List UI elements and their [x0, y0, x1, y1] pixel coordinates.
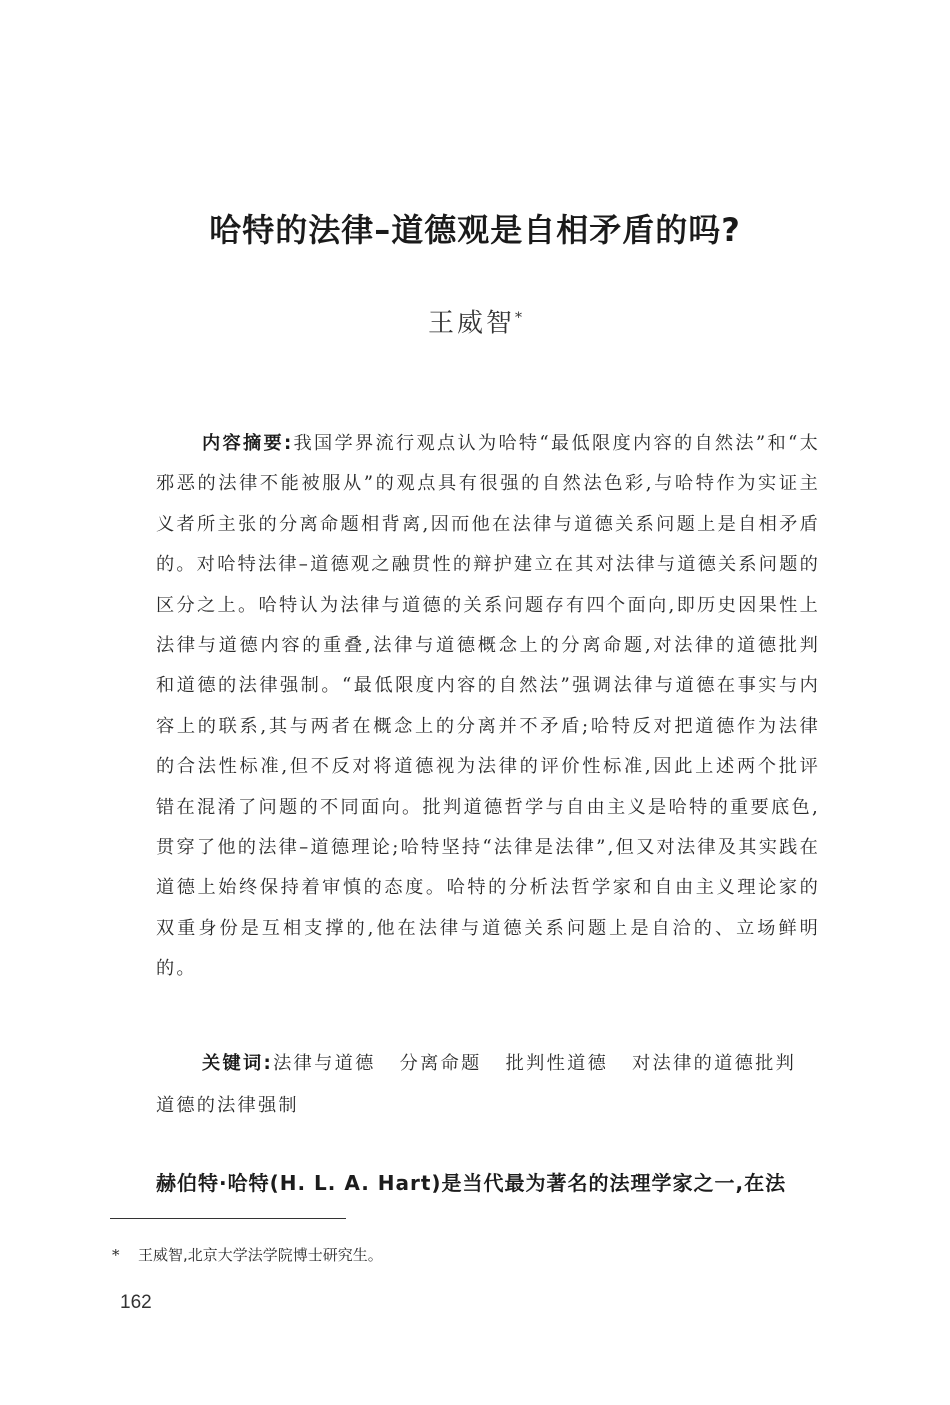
footnote-divider	[110, 1218, 346, 1219]
abstract-label: 内容摘要:	[202, 433, 294, 454]
abstract-text: 我国学界流行观点认为哈特“最低限度内容的自然法”和“太邪恶的法律不能被服从”的观点具有很强的自然法色彩,与哈特作为实证主义者所主张的分离命题相背离,因而他在法律与道德关系问题上是自相矛盾的。对哈特法律–道德观之融贯性的辩护建立在其对法律与道德关系问题的区分之上。哈特认为法律与道德的关系问题存有四个面向,即历史因果性上法律与道德内容的重叠,法律与道德概念上的分离命题,对法律的道德批判和道德的法律强制。“最低限度内容的自然法”强调法律与道德在事实与内容上的联系,其与两者在概念上的分离并不矛盾;哈特反对把道德作为法律的合法性标准,但不反对将道德视为法律的评价性标准,因此上述两个批评错在混淆了问题的不同面向。批判道德哲学与自由主义是哈特的重要底色,贯穿了他的法律–道德理论;哈特坚持“法律是法律”,但又对法律及其实践在道德上始终保持着审慎的态度。哈特的分析法哲学家和自由主义理论家的双重身份是互相支撑的,他在法律与道德关系问题上是自洽的、立场鲜明的。	[156, 433, 820, 980]
keywords-label: 关键词:	[202, 1053, 273, 1074]
keyword-item: 对法律的道德批判	[632, 1053, 796, 1074]
page-number: 162	[120, 1292, 152, 1313]
body-first-line: 赫伯特·哈特(H. L. A. Hart)是当代最为著名的法理学家之一,在法	[156, 1171, 787, 1195]
keyword-item: 法律与道德	[272, 1053, 376, 1074]
keyword-item: 道德的法律强制	[156, 1095, 299, 1116]
author-footnote-marker[interactable]: *	[515, 310, 522, 326]
abstract-paragraph	[156, 424, 820, 990]
article-title: 哈特的法律–道德观是自相矛盾的吗?	[209, 211, 741, 249]
author-name: 王威智	[427, 308, 515, 339]
footnote	[112, 1244, 383, 1266]
keywords-paragraph	[156, 1043, 820, 1127]
keyword-item: 批判性道德	[505, 1053, 609, 1074]
author-line	[0, 300, 950, 342]
footnote-marker: *	[112, 1246, 120, 1264]
keyword-item: 分离命题	[399, 1053, 482, 1074]
footnote-text: 王威智,北京大学法学院博士研究生。	[138, 1246, 383, 1264]
